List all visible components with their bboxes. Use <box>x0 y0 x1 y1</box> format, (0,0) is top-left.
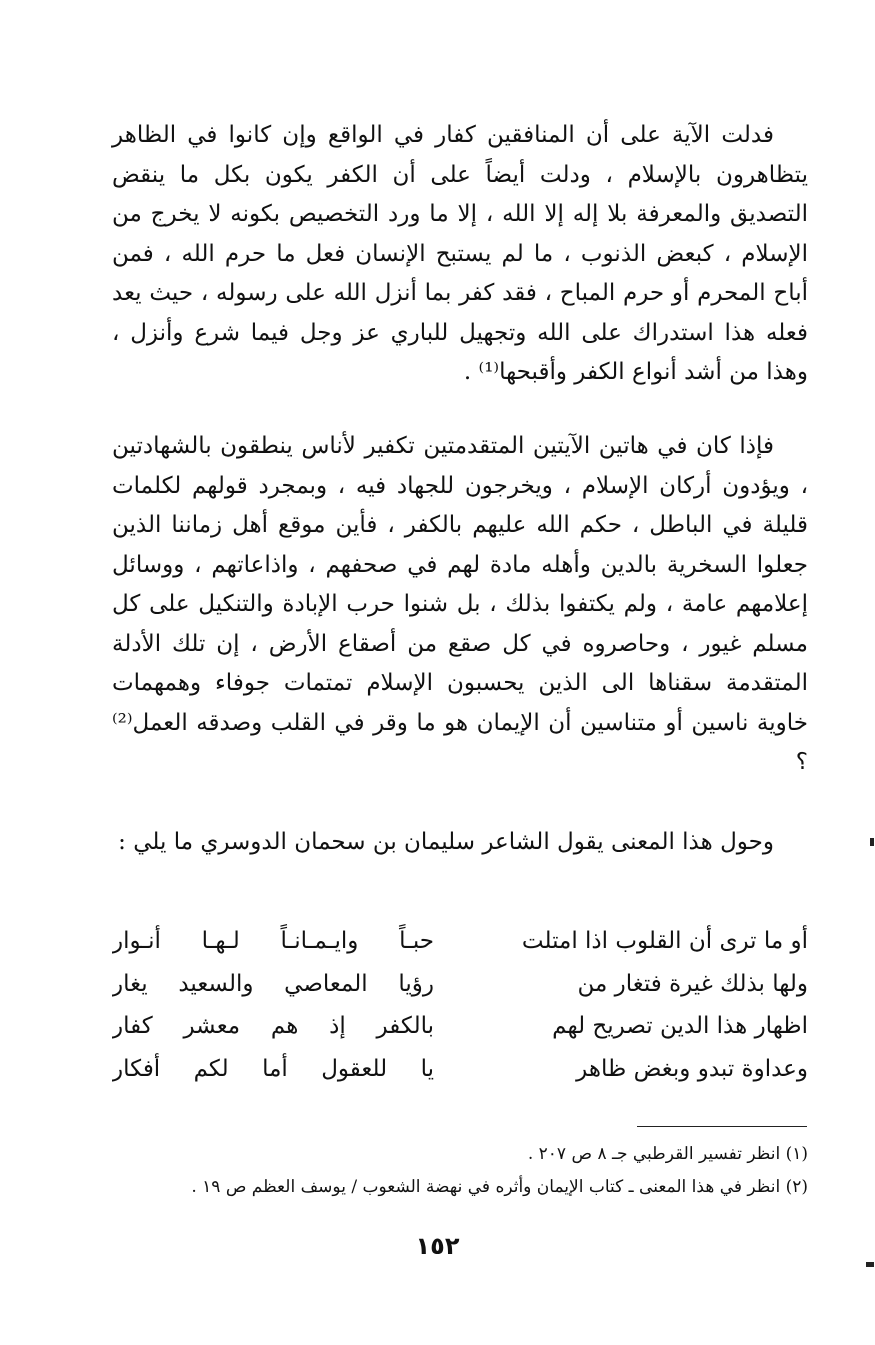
body-paragraph-3 <box>112 823 808 863</box>
poem-verse <box>112 1005 808 1048</box>
footnote-divider <box>637 1126 807 1127</box>
paragraph-text: فإذا كان في هاتين الآيتين المتقدمتين تكفير لأناس ينطقون بالشهادتين ، ويؤدون أركان الإسلام ، ويخرجون للجهاد فيه ، وبمجرد قولهم لكلمات قليلة في الباطل ، حكم الله عليهم بالكفر ، فأين موقع أهل زماننا الذين جعلوا السخرية بالدين وأهله مادة لهم في صحفهم ، واذاعاتهم ، ووسائل إعلامهم عامة ، ولم يكتفوا بذلك ، بل شنوا حرب الإبادة والتنكيل على كل مسلم غيور ، وحاصروه في كل صقع من أصقاع الأرض ، إن تلك الأدلة المتقدمة سقناها الى الذين يحسبون الإسلام تمتمات جوفاء وهمهمات خاوية ناسين أو متناسين أن الإيمان هو ما وقر في القلب وصدقه العمل⁽²⁾ ؟ <box>112 433 808 775</box>
poem-second-hemistich: بالكفر إذ هم معشر كفار <box>112 1013 434 1039</box>
footnote-2: (٢) انظر في هذا المعنى ـ كتاب الإيمان وأثره في نهضة الشعوب / يوسف العظم ص ١٩ . <box>191 1177 808 1197</box>
poem-verse <box>112 920 808 963</box>
footnotes <box>112 1138 808 1204</box>
scan-speck <box>870 838 874 846</box>
poem-first-hemistich: اظهار هذا الدين تصريح لهم <box>552 1013 808 1039</box>
poem-verse <box>112 1048 808 1091</box>
poem-second-hemistich: يا للعقول أما لكم أفكار <box>112 1055 434 1082</box>
paragraph-text: وحول هذا المعنى يقول الشاعر سليمان بن سحمان الدوسري ما يلي : <box>118 829 774 855</box>
poem-second-hemistich: حبـاً وايـمـانـاً لـهـا أنـوار <box>112 928 434 954</box>
poem-first-hemistich: أو ما ترى أن القلوب اذا امتلت <box>521 928 808 954</box>
page-number: ١٥٢ <box>415 1232 460 1260</box>
scan-speck <box>866 1262 874 1267</box>
poem-first-hemistich: ولها بذلك غيرة فتغار من <box>577 970 808 997</box>
poem-verse <box>112 963 808 1006</box>
footnote-1: (١) انظر تفسير القرطبي جـ ٨ ص ٢٠٧ . <box>527 1144 808 1164</box>
poem-first-hemistich: وعداوة تبدو وبغض ظاهر <box>576 1055 808 1082</box>
poem-second-hemistich: رؤيا المعاصي والسعيد يغار <box>112 970 434 997</box>
body-paragraph-2 <box>112 427 808 783</box>
paragraph-text: فدلت الآية على أن المنافقين كفار في الواقع وإن كانوا في الظاهر يتظاهرون بالإسلام ، ودلت أيضاً على أن الكفر يكون بكل ما ينقض التصديق والمعرفة بلا إله إلا الله ، إلا ما ورد التخصيص بكونه لا يخرج من الإسلام ، كبعض الذنوب ، ما لم يستبح الإنسان فعل ما حرم الله ، فمن أباح المحرم أو حرم المباح ، فقد كفر بما أنزل الله على رسوله ، حيث يعد فعله هذا استدراك على الله وتجهيل للباري عز وجل فيما شرع وأنزل ، وهذا من أشد أنواع الكفر وأقبحها⁽¹⁾ . <box>112 122 808 385</box>
poem <box>112 920 808 1090</box>
body-paragraph-1 <box>112 116 808 393</box>
